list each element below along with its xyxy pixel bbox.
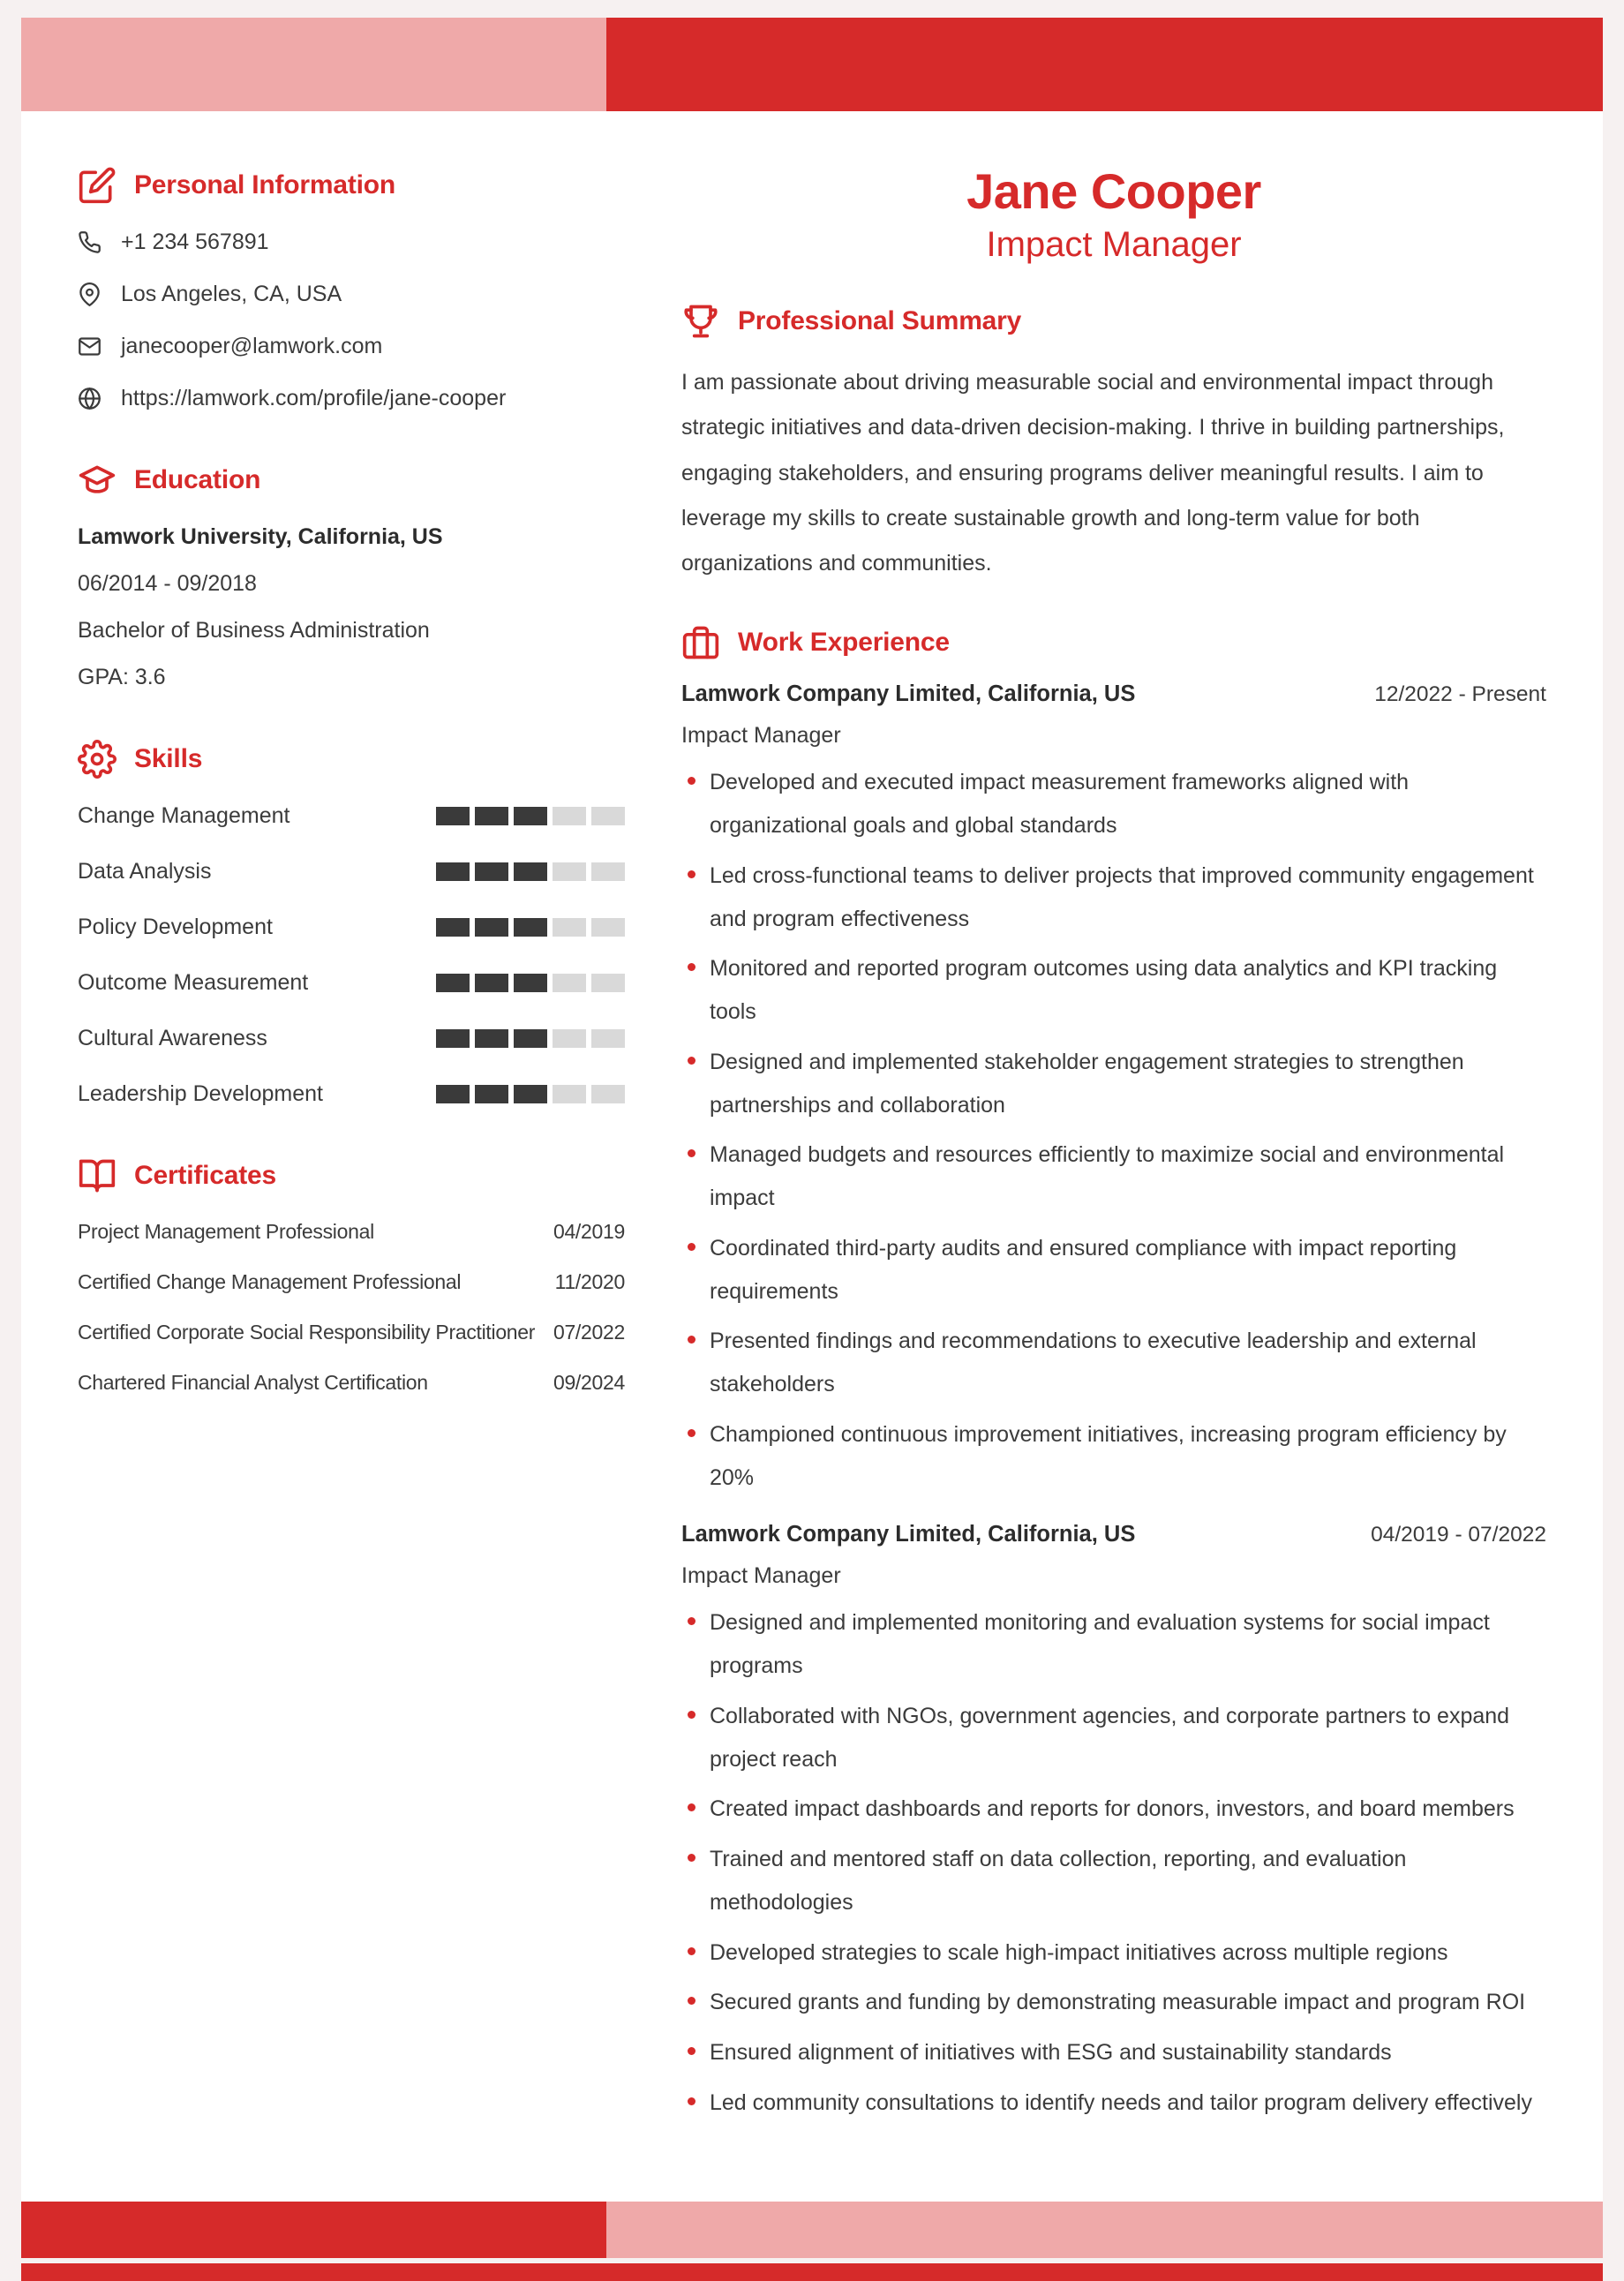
skill-level-segment xyxy=(436,974,470,992)
bottom-decorative-bar xyxy=(21,2202,1603,2258)
skill-level-segment xyxy=(514,1029,547,1048)
skill-name: Cultural Awareness xyxy=(78,1026,267,1050)
job-bullet: Managed budgets and resources efficiently to maximize social and environmental impact xyxy=(681,1133,1546,1220)
briefcase-icon xyxy=(681,623,720,662)
certificate-date: 07/2022 xyxy=(553,1321,625,1344)
skill-level-segment xyxy=(553,918,586,937)
certificates-heading xyxy=(78,1156,625,1195)
job-bullet: Designed and implemented monitoring and evaluation systems for social impact programs xyxy=(681,1601,1546,1688)
job-role: Impact Manager xyxy=(681,1563,841,1589)
skill-level-segment xyxy=(475,1085,508,1103)
skill-level-segment xyxy=(436,1085,470,1103)
skill-row xyxy=(78,970,625,996)
skill-level-segment xyxy=(514,862,547,881)
skill-name: Data Analysis xyxy=(78,859,212,884)
job-header xyxy=(681,681,1546,707)
job-bullet-list xyxy=(681,761,1546,1499)
skill-level-segment xyxy=(591,862,625,881)
next-page-top-bar xyxy=(21,2263,1603,2281)
job-bullet: Collaborated with NGOs, government agencies, and corporate partners to expand project reach xyxy=(681,1695,1546,1781)
professional-summary-heading xyxy=(681,302,1546,341)
work-experience-section xyxy=(681,623,1546,2124)
section-title: Skills xyxy=(134,744,203,773)
certificate-date: 04/2019 xyxy=(553,1220,625,1243)
contact-location xyxy=(78,282,625,307)
top-bar-red-segment xyxy=(606,18,1603,111)
certificate-date: 09/2024 xyxy=(553,1371,625,1394)
job-company: Lamwork Company Limited, California, US xyxy=(681,1522,1136,1547)
job-company: Lamwork Company Limited, California, US xyxy=(681,681,1136,707)
section-title: Personal Information xyxy=(134,170,396,199)
skill-row xyxy=(78,1026,625,1051)
job-bullet: Led community consultations to identify needs and tailor program delivery effectively xyxy=(681,2082,1546,2125)
page-content xyxy=(21,111,1603,2202)
email-icon xyxy=(78,335,102,358)
skill-level-segment xyxy=(475,807,508,825)
education-gpa: GPA: 3.6 xyxy=(78,665,166,689)
job-role: Impact Manager xyxy=(681,723,841,749)
skill-level-segment xyxy=(514,918,547,937)
skill-level-segment xyxy=(436,862,470,881)
job-dates: 12/2022 - Present xyxy=(1374,682,1546,707)
skills-section xyxy=(78,740,625,1107)
personal-info-heading xyxy=(78,166,625,205)
certificate-name: Chartered Financial Analyst Certification xyxy=(78,1371,428,1394)
skill-level-segment xyxy=(591,974,625,992)
professional-summary-section xyxy=(681,302,1546,586)
job-bullet: Presented findings and recommendations to executive leadership and external stakeholders xyxy=(681,1320,1546,1406)
job-bullet: Created impact dashboards and reports for donors, investors, and board members xyxy=(681,1788,1546,1831)
person-title: Impact Manager xyxy=(986,225,1242,264)
skill-level-segment xyxy=(591,807,625,825)
bottom-bar-pink-segment xyxy=(606,2202,1603,2258)
job-bullet: Designed and implemented stakeholder engagement strategies to strengthen partnerships and collaboration xyxy=(681,1041,1546,1127)
top-bar-pink-segment xyxy=(21,18,606,111)
education-degree: Bachelor of Business Administration xyxy=(78,618,430,643)
skill-level-segment xyxy=(553,974,586,992)
section-title: Work Experience xyxy=(738,628,950,658)
skill-level-segment xyxy=(553,862,586,881)
location-text: Los Angeles, CA, USA xyxy=(121,282,342,306)
gear-icon xyxy=(78,740,117,779)
skill-name: Leadership Development xyxy=(78,1081,323,1106)
skill-level-segment xyxy=(591,1085,625,1103)
skill-level-segment xyxy=(475,1029,508,1048)
phone-icon xyxy=(78,230,102,254)
left-column xyxy=(78,150,625,2202)
globe-icon xyxy=(78,387,102,410)
skill-level-segment xyxy=(591,1029,625,1048)
certificate-name: Certified Corporate Social Responsibility Practitioner xyxy=(78,1321,536,1344)
section-title: Professional Summary xyxy=(738,306,1022,335)
education-section xyxy=(78,461,625,690)
contact-website[interactable] xyxy=(78,386,625,411)
job-bullet: Championed continuous improvement initiatives, increasing program efficiency by 20% xyxy=(681,1413,1546,1500)
bottom-bar-red-segment xyxy=(21,2202,606,2258)
website-url[interactable]: https://lamwork.com/profile/jane-cooper xyxy=(121,386,507,410)
contact-phone xyxy=(78,230,625,255)
certificate-name: Certified Change Management Professional xyxy=(78,1270,462,1293)
edit-icon xyxy=(78,166,117,205)
skill-level-segment xyxy=(514,807,547,825)
job-bullet: Developed strategies to scale high-impact initiatives across multiple regions xyxy=(681,1931,1546,1975)
job-bullet: Ensured alignment of initiatives with ESG and sustainability standards xyxy=(681,2031,1546,2074)
trophy-icon xyxy=(681,302,720,341)
top-decorative-bar xyxy=(21,18,1603,111)
personal-info-section xyxy=(78,166,625,411)
skill-level-segment xyxy=(475,974,508,992)
skill-name: Policy Development xyxy=(78,915,273,939)
skill-level-segment xyxy=(475,862,508,881)
skill-level-segment xyxy=(591,918,625,937)
job-bullet: Led cross-functional teams to deliver projects that improved community engagement and program effectiveness xyxy=(681,854,1546,941)
job-bullet: Monitored and reported program outcomes using data analytics and KPI tracking tools xyxy=(681,947,1546,1034)
skill-level-bar xyxy=(436,1085,625,1103)
skill-row xyxy=(78,859,625,885)
job-bullet: Developed and executed impact measurement frameworks aligned with organizational goals and global standards xyxy=(681,761,1546,847)
skill-row xyxy=(78,1081,625,1107)
skill-level-bar xyxy=(436,974,625,992)
job-entry xyxy=(681,681,1546,1499)
skill-level-segment xyxy=(553,807,586,825)
job-bullet: Secured grants and funding by demonstrating measurable impact and program ROI xyxy=(681,1981,1546,2024)
certificate-row xyxy=(78,1321,625,1344)
section-title: Education xyxy=(134,465,261,494)
skills-heading xyxy=(78,740,625,779)
skill-level-segment xyxy=(436,807,470,825)
skill-level-segment xyxy=(514,974,547,992)
certificate-row xyxy=(78,1220,625,1244)
skill-level-segment xyxy=(475,918,508,937)
book-icon xyxy=(78,1156,117,1195)
skill-name: Change Management xyxy=(78,803,290,828)
skill-level-segment xyxy=(553,1085,586,1103)
certificate-date: 11/2020 xyxy=(554,1270,625,1293)
skill-level-bar xyxy=(436,1029,625,1048)
section-title: Certificates xyxy=(134,1161,277,1190)
skill-level-segment xyxy=(436,1029,470,1048)
job-bullet-list xyxy=(681,1601,1546,2124)
email-address[interactable]: janecooper@lamwork.com xyxy=(121,334,383,358)
resume-page xyxy=(21,18,1603,2258)
job-entry xyxy=(681,1522,1546,2124)
skill-level-bar xyxy=(436,918,625,937)
job-dates: 04/2019 - 07/2022 xyxy=(1371,1523,1546,1547)
skill-name: Outcome Measurement xyxy=(78,970,309,995)
education-heading xyxy=(78,461,625,500)
education-dates: 06/2014 - 09/2018 xyxy=(78,571,257,596)
skill-level-segment xyxy=(553,1029,586,1048)
skill-level-segment xyxy=(514,1085,547,1103)
job-bullet: Trained and mentored staff on data collection, reporting, and evaluation methodologies xyxy=(681,1838,1546,1924)
location-pin-icon xyxy=(78,282,102,306)
certificate-row xyxy=(78,1371,625,1395)
skill-row xyxy=(78,803,625,829)
skill-level-bar xyxy=(436,807,625,825)
phone-number: +1 234 567891 xyxy=(121,230,269,254)
person-name: Jane Cooper xyxy=(966,163,1261,219)
job-header xyxy=(681,1522,1546,1547)
certificate-row xyxy=(78,1270,625,1294)
certificates-section xyxy=(78,1156,625,1395)
skill-row xyxy=(78,915,625,940)
work-experience-heading xyxy=(681,623,1546,662)
contact-email[interactable] xyxy=(78,334,625,359)
right-column xyxy=(681,150,1546,2202)
summary-text: I am passionate about driving measurable social and environmental impact through strategic initiatives and data-driven decision-making. I thrive in building partnerships, engaging stakeholders, and ensuring programs deliver meaningful results. I aim to leverage my skills to create sustainable growth and long-term value for both organizations and communities. xyxy=(681,370,1505,576)
education-school: Lamwork University, California, US xyxy=(78,524,443,549)
skill-level-segment xyxy=(436,918,470,937)
certificate-name: Project Management Professional xyxy=(78,1220,374,1243)
skill-level-bar xyxy=(436,862,625,881)
graduation-cap-icon xyxy=(78,461,117,500)
job-bullet: Coordinated third-party audits and ensured compliance with impact reporting requirements xyxy=(681,1227,1546,1314)
